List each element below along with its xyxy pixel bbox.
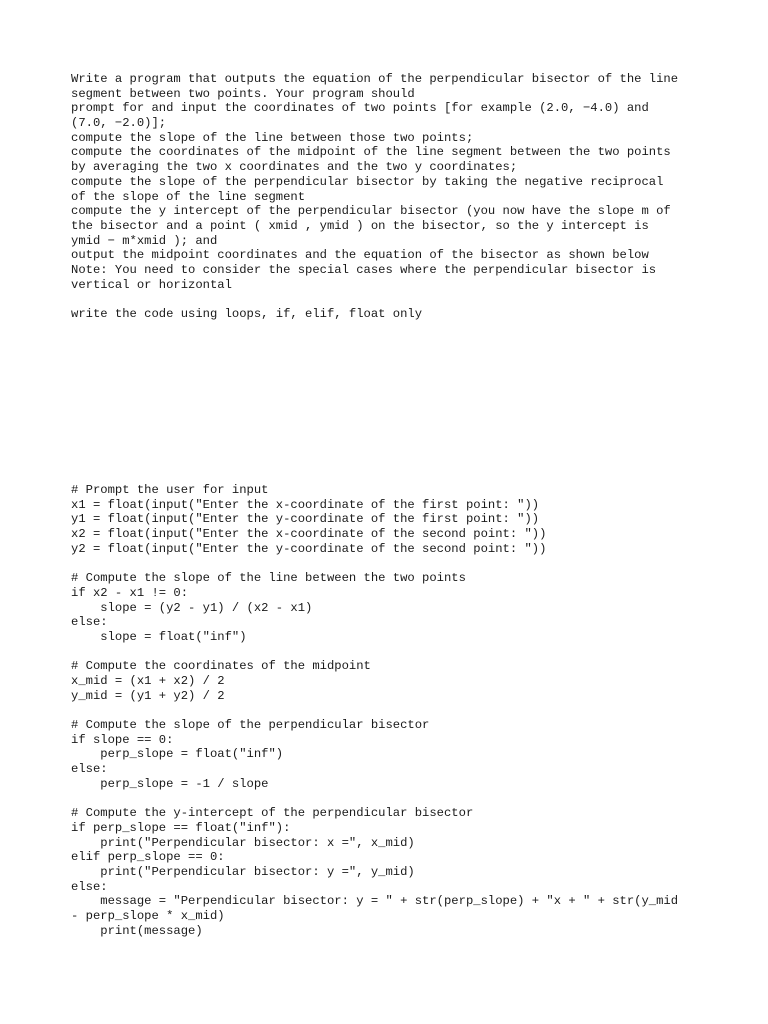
- question-line: [71, 292, 711, 307]
- code-line: [71, 556, 711, 571]
- question-line: (7.0, −2.0)];: [71, 116, 167, 131]
- code-line: # Compute the coordinates of the midpoint: [71, 659, 371, 674]
- question-line: vertical or horizontal: [71, 277, 232, 292]
- code-line: print("Perpendicular bisector: x =", x_mid): [71, 835, 415, 850]
- question-line: Write a program that outputs the equation of the perpendicular bisector of the line: [71, 72, 679, 86]
- code-line: print("Perpendicular bisector: y =", y_mid): [71, 864, 415, 879]
- code-line: else:: [71, 615, 108, 630]
- code-line: if slope == 0:: [71, 732, 174, 747]
- code-line: else:: [71, 762, 108, 777]
- code-line: slope = float("inf"): [71, 629, 247, 644]
- code-line: - perp_slope * x_mid): [71, 908, 225, 923]
- code-line: # Compute the y-intercept of the perpendicular bisector: [71, 806, 474, 821]
- code-line: x_mid = (x1 + x2) / 2: [71, 673, 225, 688]
- code-line: y_mid = (y1 + y2) / 2: [71, 688, 225, 703]
- question-text: [71, 72, 711, 322]
- code-line: y1 = float(input("Enter the y-coordinate of the first point: ")): [71, 512, 540, 527]
- code-line: x2 = float(input("Enter the x-coordinate of the second point: ")): [71, 527, 547, 542]
- question-line: Note: You need to consider the special cases where the perpendicular bisector is: [71, 262, 657, 277]
- question-line: compute the y intercept of the perpendicular bisector (you now have the slope m of: [71, 204, 671, 219]
- code-line: perp_slope = -1 / slope: [71, 776, 269, 791]
- question-line: of the slope of the line segment: [71, 189, 306, 204]
- question-line: ymid − m*xmid ); and: [71, 233, 218, 248]
- code-line: x1 = float(input("Enter the x-coordinate of the first point: ")): [71, 497, 540, 512]
- question-line: compute the coordinates of the midpoint of the line segment between the two points: [71, 145, 671, 160]
- question-line: by averaging the two x coordinates and the two y coordinates;: [71, 160, 518, 175]
- question-line: prompt for and input the coordinates of two points [for example (2.0, −4.0) and: [71, 101, 649, 116]
- code-line: else:: [71, 879, 108, 894]
- code-line: # Compute the slope of the perpendicular bisector: [71, 718, 430, 732]
- code-line: y2 = float(input("Enter the y-coordinate of the second point: ")): [71, 541, 547, 556]
- code-line: elif perp_slope == 0:: [71, 850, 225, 865]
- code-listing: [71, 483, 711, 938]
- code-line: [71, 703, 711, 718]
- code-line: if x2 - x1 != 0:: [71, 585, 189, 600]
- question-line: compute the slope of the line between those two points;: [71, 130, 474, 145]
- code-line: print(message): [71, 923, 203, 938]
- code-line: slope = (y2 - y1) / (x2 - x1): [71, 600, 313, 615]
- code-line: [71, 645, 711, 660]
- question-line: compute the slope of the perpendicular bisector by taking the negative reciprocal: [71, 174, 664, 189]
- code-line: if perp_slope == float("inf"):: [71, 820, 291, 835]
- question-line: output the midpoint coordinates and the equation of the bisector as shown below: [71, 248, 649, 263]
- question-line: the bisector and a point ( xmid , ymid ) on the bisector, so the y intercept is: [71, 218, 649, 233]
- code-line: perp_slope = float("inf"): [71, 747, 284, 762]
- code-line: # Prompt the user for input: [71, 483, 269, 497]
- code-line: message = "Perpendicular bisector: y = " + str(perp_slope) + "x + " + str(y_mid: [71, 894, 679, 909]
- question-line: segment between two points. Your program should: [71, 86, 415, 101]
- code-line: [71, 791, 711, 806]
- code-line: # Compute the slope of the line between the two points: [71, 571, 466, 586]
- question-line: write the code using loops, if, elif, float only: [71, 307, 423, 321]
